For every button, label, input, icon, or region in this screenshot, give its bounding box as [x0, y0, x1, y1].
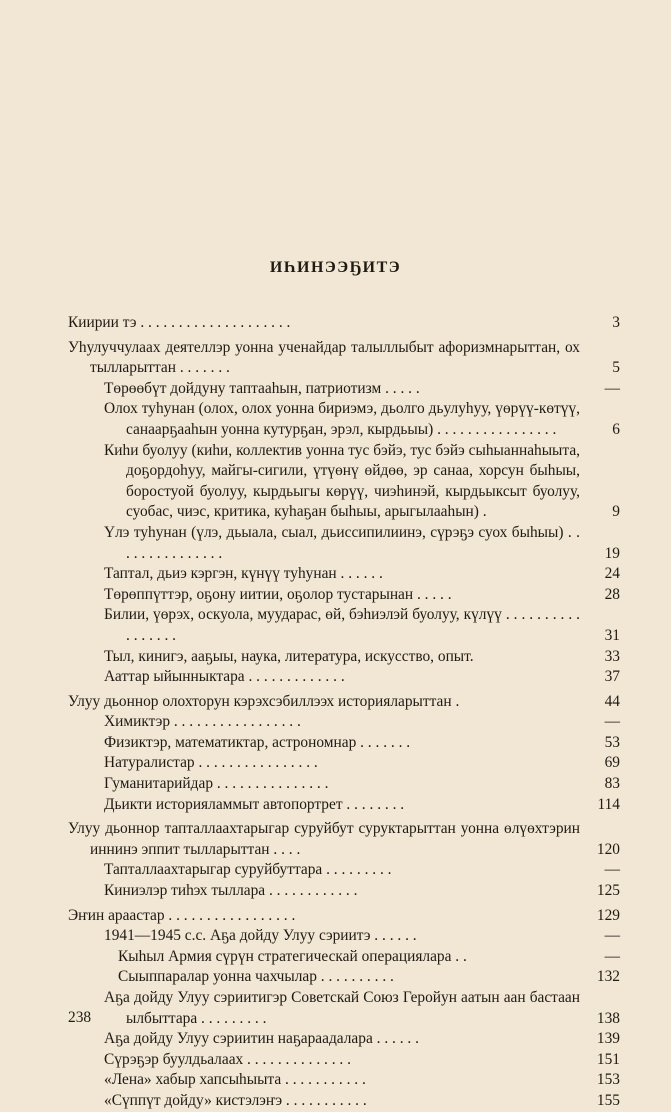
toc-entry-title: Төрөппүттэр, оҕону иитии, оҕолор тустарынан . . . . . [104, 585, 452, 603]
toc-entry-title: Киирии тэ . . . . . . . . . . . . . . . . . . . . [68, 314, 291, 331]
toc-entry-title: Уһулуччулаах деятеллэр уонна ученайдар талыллыбыт афоризмнарыттан, ох тылларыттан . . . . . . . [68, 338, 580, 377]
toc-entry [68, 795, 620, 816]
toc-entry-title: «Сүппүт дойду» кистэлэҥэ . . . . . . . . . . . [104, 1091, 367, 1109]
toc-entry [68, 667, 620, 688]
page-title: ИҺИНЭЭҔИТЭ [269, 259, 402, 276]
toc-entry-title: «Лена» хабыр хапсыһыыта . . . . . . . . . . . [104, 1071, 366, 1089]
toc-entry-page: 5 [612, 359, 620, 377]
toc-entry [68, 338, 620, 379]
toc-entry-page: 155 [596, 1091, 620, 1109]
toc-entry [68, 1029, 620, 1050]
toc-entry-page: — [604, 927, 620, 945]
toc-entry [68, 819, 620, 860]
toc-entry-page: 139 [596, 1030, 620, 1048]
toc-entry [68, 906, 620, 927]
toc-entry [68, 753, 620, 774]
toc-entry-page: 19 [604, 544, 620, 562]
toc-entry-page: 9 [612, 503, 620, 521]
toc-entry-title: Дьикти историяламмыт автопортрет . . . . . . . . [104, 795, 405, 813]
toc-entry-title: Кыһыл Армия сүрүн стратегическай операциялара . . [118, 947, 467, 965]
toc-entry-title: Олох туһунан (олох, олох уонна бириэмэ, дьолго дьулуһуу, үөрүү-көтүү, санаарҕааһын уонна кутурҕан, эрэл, кырдьыы) . . . . . . . . . . . . . . . . [104, 400, 580, 438]
toc-entry-page: 44 [604, 692, 620, 710]
toc-entry [68, 1091, 620, 1112]
toc-entry-page: 53 [604, 733, 620, 751]
toc-entry-page: — [604, 379, 620, 397]
table-of-contents [68, 313, 620, 1112]
toc-entry [68, 1050, 620, 1071]
toc-entry-title: Сүрэҕэр буулдьалаах . . . . . . . . . . . . . . [104, 1050, 351, 1068]
toc-entry [68, 523, 620, 564]
toc-entry-page: 69 [604, 754, 620, 772]
toc-entry-page: 28 [604, 585, 620, 603]
toc-entry [68, 605, 620, 646]
toc-entry-title: Ааттар ыйынныктара . . . . . . . . . . . . . [104, 668, 345, 686]
toc-entry-title: 1941—1945 с.с. Аҕа дойду Улуу сэриитэ . . . . . . [104, 927, 417, 945]
toc-entry-page: 120 [596, 840, 620, 858]
toc-entry-page: 129 [596, 906, 620, 924]
toc-entry-page: 6 [612, 420, 620, 438]
toc-entry-title: Эҥин араастар . . . . . . . . . . . . . . . . . [68, 906, 296, 924]
toc-entry [68, 860, 620, 881]
toc-entry [68, 1070, 620, 1091]
toc-entry [68, 967, 620, 988]
toc-entry [68, 926, 620, 947]
toc-entry-page: 138 [596, 1009, 620, 1027]
toc-entry-page: 153 [596, 1071, 620, 1089]
toc-entry-page: 125 [596, 882, 620, 900]
toc-entry-page: 3 [612, 314, 620, 331]
toc-entry [68, 585, 620, 606]
toc-entry [68, 733, 620, 754]
toc-entry [68, 441, 620, 523]
toc-entry-page: 132 [596, 968, 620, 986]
toc-entry-page: — [604, 861, 620, 879]
toc-entry-page: 151 [596, 1050, 620, 1068]
toc-entry-title: Аҕа дойду Улуу сэриитин наҕараадалара . . . . . . [104, 1030, 419, 1048]
toc-entry-title: Киһи буолуу (киһи, коллектив уонна тус бэйэ, тус бэйэ сыһыаннаһыыта, доҕордоһуу, майгы-сигили, үтүөнү өйдөө, эр санаа, хорсун быһыы, боростуой буолуу, кырдьыгы көрүү, чиэһинэй, кырдьыксыт буолуу, суобас, чиэс, критика, куһаҕан быһыы, арыгылааһын) . [104, 441, 580, 521]
toc-entry-title: Тыл, кинигэ, ааҕыы, наука, литература, искусство, опыт. [104, 647, 474, 665]
toc-entry-page: — [604, 713, 620, 731]
toc-entry-title: Улуу дьоннор олохторун кэрэхсэбиллээх историяларыттан . [68, 692, 460, 710]
page-number-folio: 238 [68, 1009, 92, 1026]
toc-entry-title: Аҕа дойду Улуу сэриитигэр Советскай Союз Геройун аатын аан бастаан ылбыттара . . . . . . . . . [104, 989, 580, 1027]
toc-entry-title: Билии, үөрэх, оскуола, муударас, өй, бэһиэлэй буолуу, күлүү . . . . . . . . . . . . . . . . . [104, 606, 580, 644]
toc-entry [68, 712, 620, 733]
toc-entry-page: — [604, 947, 620, 965]
toc-entry [68, 988, 620, 1029]
toc-entry-title: Натуралистар . . . . . . . . . . . . . . . . [104, 754, 318, 772]
toc-entry-title: Физиктэр, математиктар, астрономнар . . . . . . . [104, 733, 411, 751]
toc-entry-title: Улуу дьоннор тапталлаахтарыгар суруйбут суруктарыттан уонна өлүөхтэрин иннинэ эппит тылларыттан . . . . [68, 820, 580, 858]
toc-entry-title: Тапталлаахтарыгар суруйбуттара . . . . . . . . . [104, 861, 392, 879]
toc-entry [68, 399, 620, 440]
toc-entry-title: Төрөөбүт дойдуну таптааһын, патриотизм . . . . . [104, 379, 420, 397]
toc-entry-title: Химиктэр . . . . . . . . . . . . . . . . . [104, 713, 301, 731]
toc-entry [68, 379, 620, 400]
toc-entry-page: 37 [604, 668, 620, 686]
toc-entry [68, 774, 620, 795]
toc-entry [68, 564, 620, 585]
toc-entry-page: 83 [604, 775, 620, 793]
toc-entry-page: 31 [604, 626, 620, 644]
toc-entry-title: Киниэлэр тиһэх тыллара . . . . . . . . . . . . [104, 882, 358, 900]
toc-entry [68, 647, 620, 668]
toc-entry [68, 692, 620, 713]
toc-entry-title: Сыыппаралар уонна чахчылар . . . . . . . . . . [118, 968, 394, 986]
toc-entry [68, 313, 620, 334]
toc-entry-page: 114 [597, 795, 620, 813]
toc-entry-page: 24 [604, 565, 620, 583]
toc-entry-title: Үлэ туһунан (үлэ, дьыала, сыал, дьиссипилиинэ, сүрэҕэ суох быһыы) . . . . . . . . . . . . . . . [104, 523, 580, 562]
toc-entry-page: 33 [604, 647, 620, 665]
toc-entry [68, 881, 620, 902]
toc-entry-title: Таптал, дьиэ кэргэн, күнүү туһунан . . . . . . [104, 565, 383, 583]
toc-entry [68, 947, 620, 968]
toc-entry-title: Гуманитарийдар . . . . . . . . . . . . . . . [104, 775, 329, 793]
